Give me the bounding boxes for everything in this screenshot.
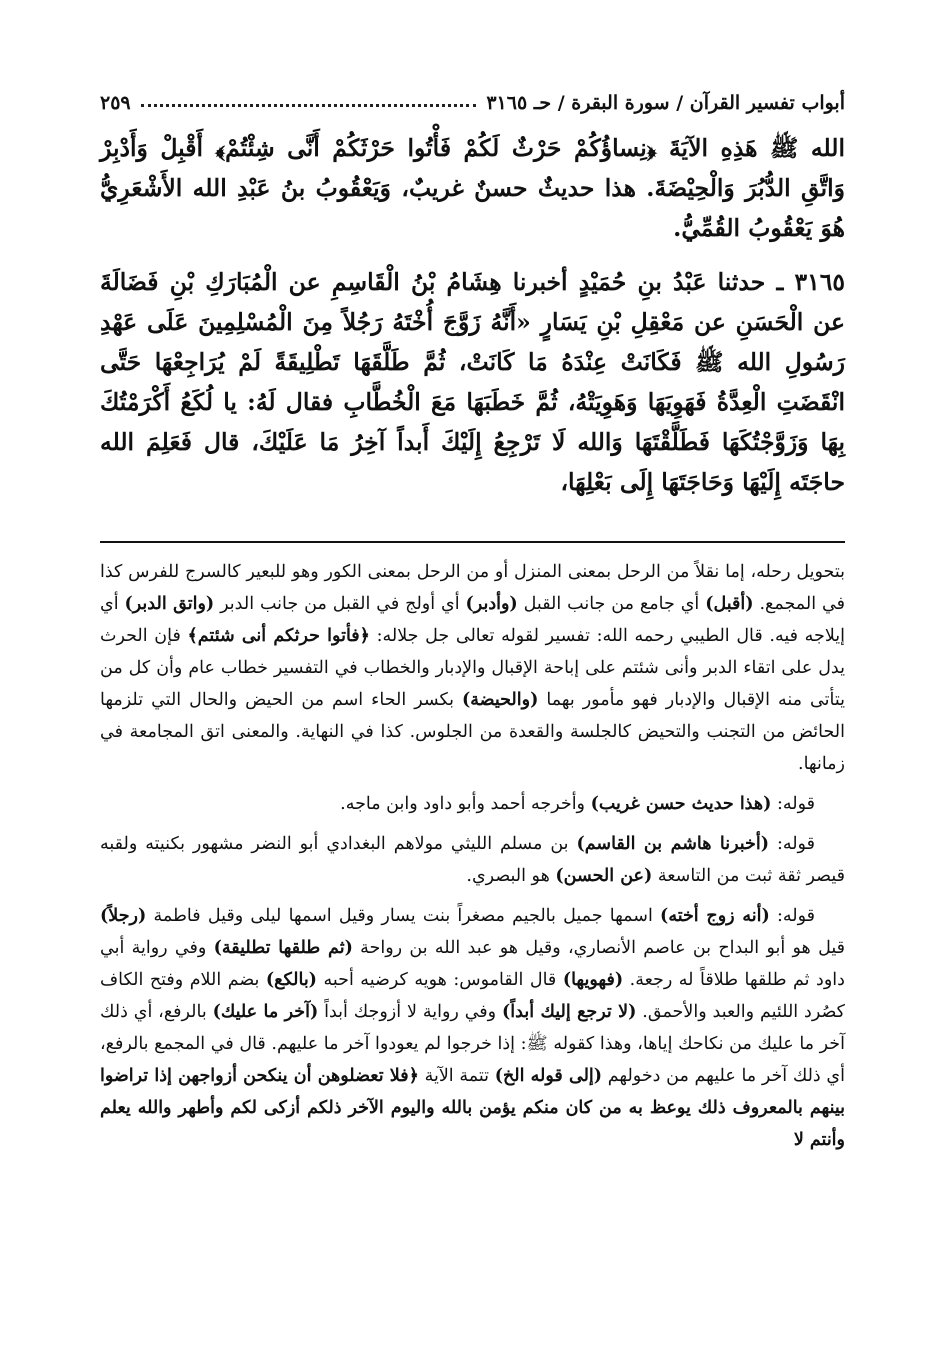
hadith-body: حدثنا عَبْدُ بنِ حُمَيْدٍ أخبرنا هِشَامُ بْنُ الْقَاسِمِ عن الْمُبَارَكِ بْنِ فَضَالَةَ عن الْحَسَنِ عن مَعْقِلِ بْنِ يَسَارٍ «أَنَّهُ زَوَّجَ أُخْتَهُ رَجُلاً مِنَ الْمُسْلِمِينَ عَلَى عَهْدِ رَسُولِ الله ﷺ فَكَانَتْ عِنْدَهُ مَا كَانَتْ، ثُمَّ طَلَّقَهَا تَطْلِيقَةً لَمْ يُرَاجِعْهَا حَتَّى انْقَضَتِ الْعِدَّةُ فَهَوِيَهَا وَهَوِيَتْهُ، ثُمَّ خَطَبَهَا مَعَ الْخُطَّابِ فقال لَهُ: يا لُكَعُ أَكْرَمْتُكَ بِهَا وَزَوَّجْتُكَهَا فَطَلَّقْتَهَا وَالله لَا تَرْجِعُ إِلَيْكَ أَبداً آخِرُ مَا عَلَيْكَ، قال فَعَلِمَ الله حاجَتَه إِلَيْهَا وَحَاجَتَهَا إِلَى بَعْلِهَا، <box>100 268 845 496</box>
page-number: ٢٥٩ <box>100 92 131 114</box>
commentary-paragraph: قوله: (أنه زوج أخته) اسمها جميل بالجيم مصغراً بنت يسار وقيل اسمها ليلى وقيل فاطمة (رجلاً) قيل هو أبو البداح بن عاصم الأنصاري، وقيل هو عبد الله بن رواحة (ثم طلقها تطليقة) وفي رواية أبي داود ثم طلقها طلاقاً له رجعة. (فهويها) قال القاموس: هويه كرضيه أحبه (بالكع) بضم اللام وفتح الكاف كصُرد اللئيم والعبد والأحمق. (لا ترجع إليك أبداً) وفي رواية لا أزوجك أبداً (آخر ما عليك) بالرفع، أي ذلك آخر ما عليك من نكاحك إياها، وهذا كقوله ﷺ: إذا خرجوا لم يعودوا آخر ما عليهم. قال في المجمع بالرفع، أي ذلك آخر ما عليهم من دخولهم (إلى قوله الخ) تتمة الآية ﴿فلا تعضلوهن أن ينكحن أزواجهن إذا تراضوا بينهم بالمعروف ذلك يوعظ به من كان منكم يؤمن بالله واليوم الآخر ذلكم أزكى لكم وأطهر والله يعلم وأنتم لا <box>100 906 845 1150</box>
header-title: أبواب تفسير القرآن / سورة البقرة / حـ ٣١٦٥ <box>486 92 845 114</box>
commentary-paragraph: قوله: (هذا حديث حسن غريب) وأخرجه أحمد وأبو داود وابن ماجه. <box>340 794 815 814</box>
hadith-continuation: الله ﷺ هَذِهِ الآيَةَ ﴿نِساؤُكُمْ حَرْثٌ لَكُمْ فَأْتُوا حَرْثَكُمْ أَنَّى شِئْتُمْ﴾ أَقْبِلْ وَأَدْبِرْ وَاتَّقِ الدُّبُرَ وَالْحِيْضَةَ. هذا حديثٌ حسنٌ غريبٌ، وَيَعْقُوبُ بنُ عَبْدِ الله الأَشْعَرِيُّ هُوَ يَعْقُوبُ القُمِّيُّ. <box>100 134 845 242</box>
commentary-paragraph: بتحويل رحله، إما نقلاً من الرحل بمعنى المنزل أو من الرحل بمعنى الكور وهو للبعير كالسرج للفرس كذا في المجمع. (أقبل) أي جامع من جانب القبل (وأدبر) أي أولج في القبل من جانب الدبر (واتق الدبر) أي إيلاجه فيه. قال الطيبي رحمه الله: تفسير لقوله تعالى جل جلاله: ﴿فأتوا حرثكم أنى شئتم﴾ فإن الحرث يدل على اتقاء الدبر وأنى شئتم على إباحة الإقبال والإدبار والخطاب في التفسير خطاب عام وأن كل من يتأتى منه الإقبال والإدبار فهو مأمور بهما (والحيضة) بكسر الحاء اسم من الحيض والحال التي تلزمها الحائض من التجنب والتحيض كالجلسة والقعدة من الجلوس. كذا في النهاية. والمعنى اتق المجامعة في زمانها. <box>100 562 846 774</box>
running-header <box>100 88 845 118</box>
hadith-number: ٣١٦٥ ـ <box>776 268 845 296</box>
hadith-text <box>100 128 845 502</box>
commentary <box>100 556 845 1156</box>
hadith-3165 <box>100 262 845 502</box>
header-dot-leader <box>141 104 477 107</box>
commentary-paragraph: قوله: (أخبرنا هاشم بن القاسم) بن مسلم الليثي مولاهم البغدادي أبو النضر مشهور بكنيته ولقبه قيصر ثقة ثبت من التاسعة (عن الحسن) هو البصري. <box>100 834 845 886</box>
page <box>100 0 845 1359</box>
footnote-separator <box>100 541 845 543</box>
